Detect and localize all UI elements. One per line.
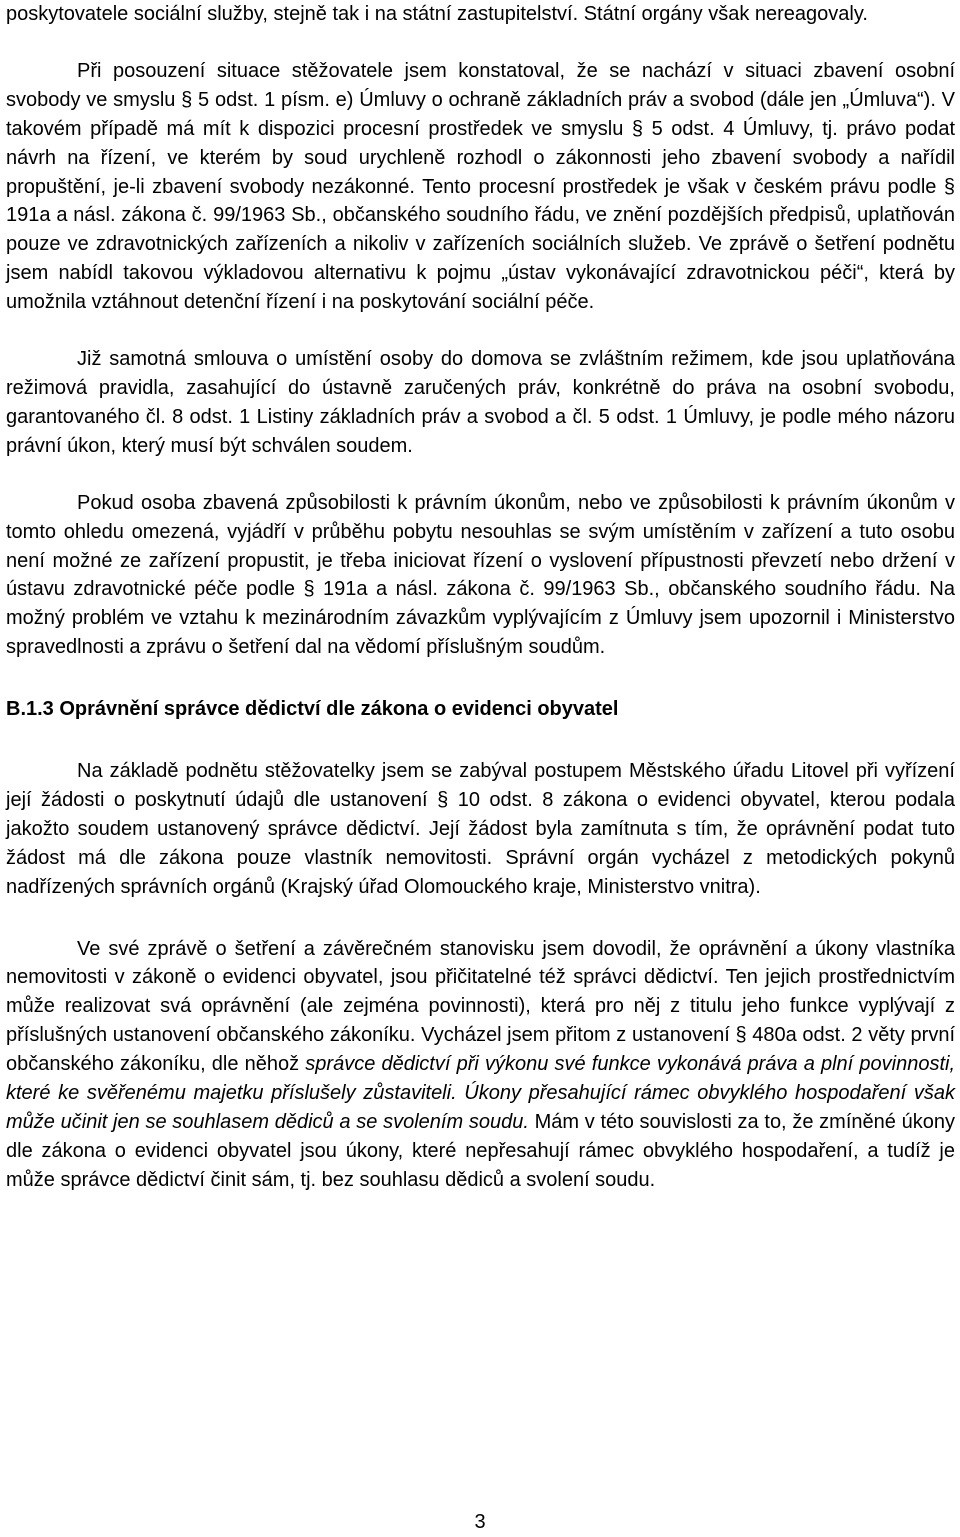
paragraph-incapacitated-person: Pokud osoba zbavená způsobilosti k právním úkonům, nebo ve způsobilosti k právním úkonům v tomto ohledu omezená, vyjádří v průběhu pobytu nesouhlas se svým umístěním v zařízení a tuto osobu není možné ze zařízení propustit, je třeba iniciovat řízení o vyslovení přípustnosti převzetí nebo držení v ústavu zdravotnické péče podle § 191a a násl. zákona č. 99/1963 Sb., občanského soudního řádu. Na možný problém ve vztahu k mezinárodním závazkům vyplývajícím z Úmluvy jsem upozornil i Ministerstvo spravedlnosti a zprávu o šetření dal na vědomí příslušným soudům. xyxy=(6,491,955,659)
civil-code-quotation: správce dědictví při výkonu své funkce vykonává práva a plní povinnosti, které ke svěřenému majetku příslušely zůstaviteli. Úkony přesahující rámec obvyklého hospodaření však může učinit jen se souhlasem dědiců a se svolením soudu. xyxy=(6,1053,956,1133)
paragraph-continuation: poskytovatele sociální služby, stejně tak i na státní zastupitelství. Státní orgány však nereagovaly. xyxy=(6,3,868,25)
section-heading: B.1.3 Oprávnění správce dědictví dle zákona o evidenci obyvatel xyxy=(6,698,619,721)
paragraph-litovel-request: Na základě podnětu stěžovatelky jsem se zabýval postupem Městského úřadu Litovel při vyřízení její žádosti o poskytnutí údajů dle ustanovení § 10 odst. 8 zákona o evidenci obyvatel, kterou podala jakožto soudem ustanovený správce dědictví. Její žádost byla zamítnuta s tím, že oprávnění podat tuto žádost má dle zákona pouze vlastník nemovitosti. Správní orgán vycházel z metodických pokynů nadřízených správních orgánů (Krajský úřad Olomouckého kraje, Ministerstvo vnitra). xyxy=(6,760,955,898)
paragraph-text-part: Mám v této souvislosti za to, že zmíněné úkony dle zákona o evidenci obyvatel jsou úkony, které nepřesahují rámec obvyklého hospodaření, a tudíž je může správce dědictví činit sám, tj. bez souhlasu dědiců a svolení soudu. xyxy=(6,1111,955,1191)
paragraph-detention-assessment: Při posouzení situace stěžovatele jsem konstatoval, že se nachází v situaci zbavení osobní svobody ve smyslu § 5 odst. 1 písm. e) Úmluvy o ochraně základních práv a svobod (dále jen „Úmluva“). V takovém případě má mít k dispozici procesní prostředek ve smyslu § 5 odst. 4 Úmluvy, tj. právo podat návrh na řízení, ve kterém by soud urychleně rozhodl o zákonnosti jeho zbavení svobody a nařídil propuštění, je-li zbavení svobody nezákonné. Tento procesní prostředek je však v českém právu podle § 191a a násl. zákona č. 99/1963 Sb., občanského soudního řádu, ve znění pozdějších předpisů, uplatňován pouze ve zdravotnických zařízeních a nikoliv v zařízeních sociálních služeb. Ve zprávě o šetření podnětu jsem nabídl takovou výkladovou alternativu k pojmu „ústav vykonávající zdravotnickou péči“, která by umožnila vztáhnout detenční řízení i na poskytování sociální péče. xyxy=(6,59,955,314)
page-number: 3 xyxy=(474,1511,486,1533)
paragraph-text-part: Ve své zprávě o šetření a závěrečném stanovisku jsem dovodil, že oprávnění a úkony vlastníka nemovitosti v zákoně o evidenci obyvatel, jsou přičitatelné též správci dědictví. Ten jejich prostřednictvím může realizovat svá oprávnění (ale zejména povinnosti), která pro něj z titulu jeho funkce vyplývají z příslušných ustanovení občanského zákoníku. Vycházel jsem přitom z ustanovení § 480a odst. 2 věty první občanského zákoníku, dle něhož xyxy=(6,937,955,1076)
document-page xyxy=(6,0,955,1195)
paragraph-placement-contract: Již samotná smlouva o umístění osoby do domova se zvláštním režimem, kde jsou uplatňována režimová pravidla, zasahující do ústavně zaručených práv, konkrétně do práva na osobní svobodu, garantovaného čl. 8 odst. 1 Listiny základních práv a svobod a čl. 5 odst. 1 Úmluvy, je podle mého názoru právní úkon, který musí být schválen soudem. xyxy=(6,348,955,457)
paragraph-administrator-rights xyxy=(6,935,955,1195)
